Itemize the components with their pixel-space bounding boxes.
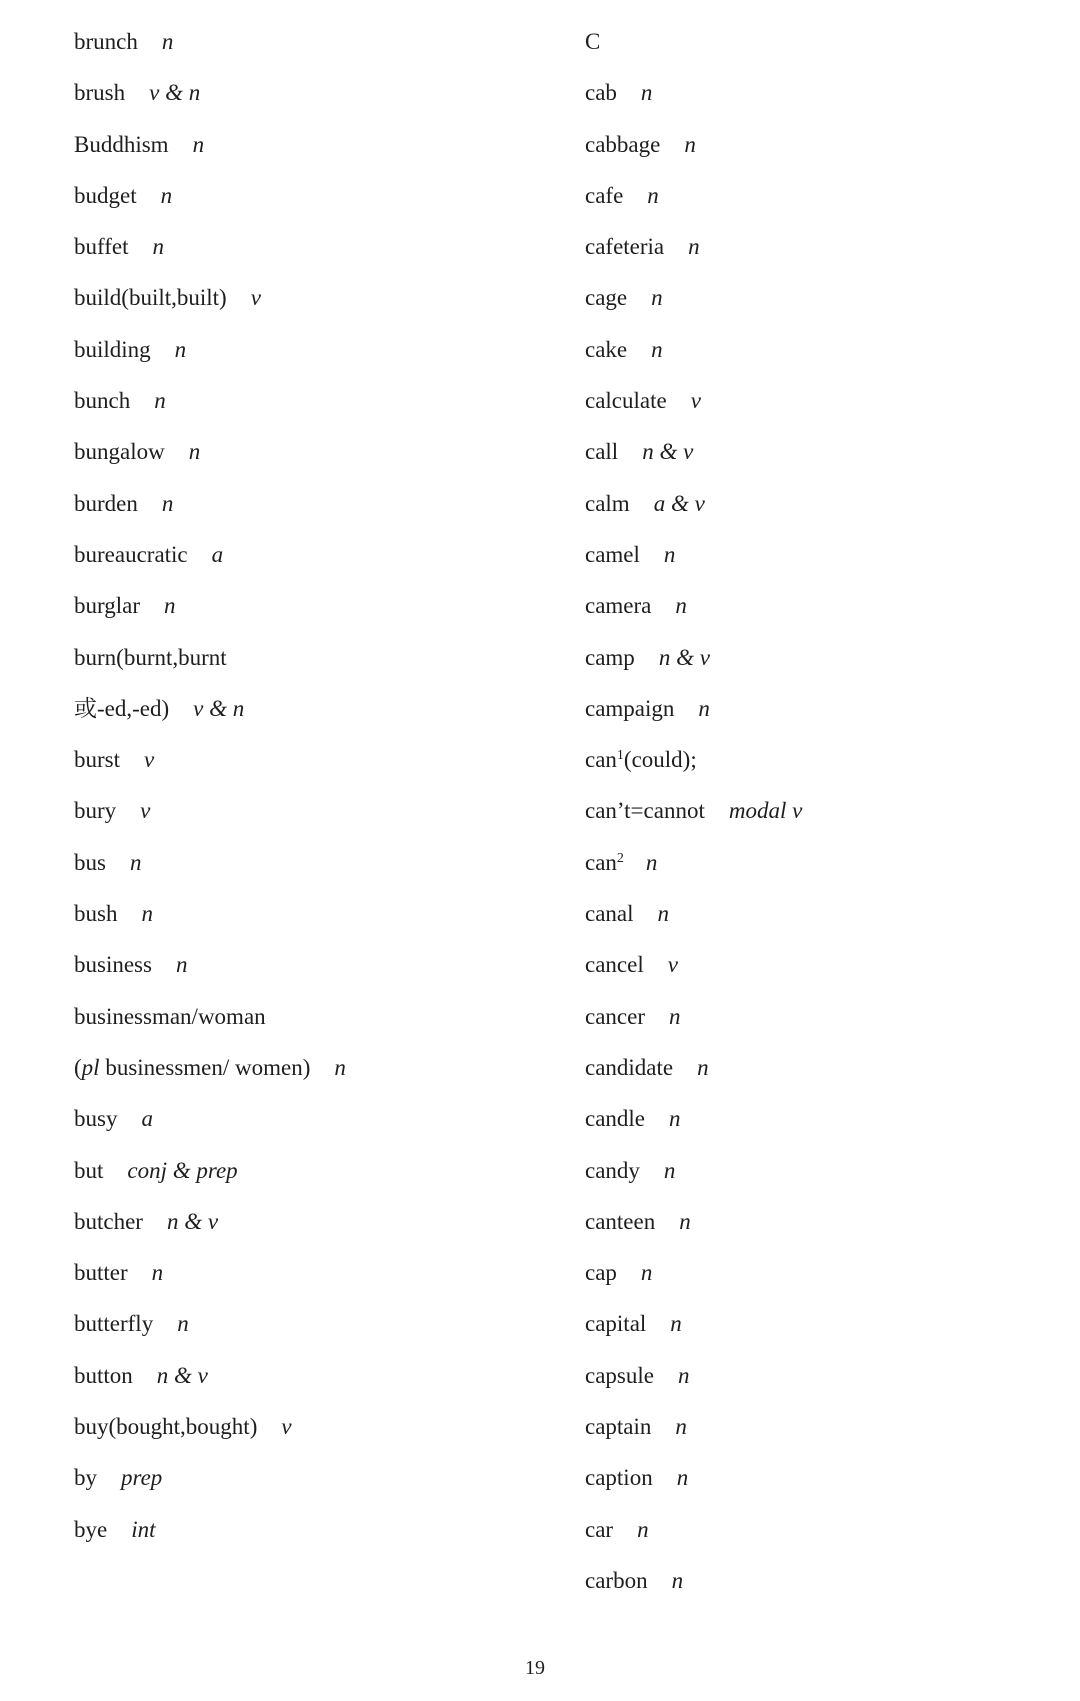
list-item (585, 1151, 1055, 1202)
entry-word: cage (585, 285, 628, 311)
part-of-speech: n (154, 388, 166, 414)
part-of-speech: n (188, 439, 201, 465)
part-of-speech: n (151, 1260, 164, 1286)
right-word-column (585, 22, 1055, 1612)
part-of-speech: n & v (642, 439, 694, 465)
list-item (74, 894, 554, 945)
part-of-speech: n (679, 1208, 691, 1234)
list-item (74, 1458, 554, 1509)
list-item (74, 535, 554, 586)
list-item (74, 22, 554, 73)
list-item (74, 638, 554, 689)
part-of-speech: n (129, 849, 142, 875)
entry-word: budget (74, 182, 137, 208)
entry-word: buffet (74, 234, 129, 260)
part-of-speech: n (669, 1106, 681, 1132)
entry-word: calculate (585, 388, 667, 414)
list-item (74, 997, 554, 1048)
entry-word: calm (585, 490, 630, 516)
list-item (585, 381, 1055, 432)
entry-suffix: (could); (623, 747, 697, 773)
plural-abbrev: pl (81, 1054, 100, 1080)
part-of-speech: v (281, 1414, 292, 1440)
part-of-speech: n & v (166, 1208, 219, 1234)
part-of-speech: v (690, 388, 701, 414)
list-item (585, 535, 1055, 586)
list-item (585, 278, 1055, 329)
list-item (74, 176, 554, 227)
list-item (585, 791, 1055, 842)
part-of-speech: v (144, 747, 155, 773)
entry-word: butcher (74, 1208, 143, 1234)
part-of-speech: n (177, 1311, 189, 1337)
entry-word: bureaucratic (74, 541, 188, 567)
part-of-speech: a (211, 541, 224, 567)
entry-word: can’t=cannot (585, 798, 705, 824)
entry-word: burst (74, 747, 120, 773)
list-item (74, 484, 554, 535)
part-of-speech: n (334, 1054, 346, 1080)
part-of-speech: n (677, 1362, 690, 1388)
entry-word: butterfly (74, 1311, 154, 1337)
part-of-speech: a (141, 1106, 153, 1132)
entry-word: burden (74, 490, 138, 516)
part-of-speech: n (697, 1054, 709, 1080)
part-of-speech: n (663, 1157, 676, 1183)
list-item (74, 791, 554, 842)
entry-word: businessman/woman (74, 1003, 266, 1029)
list-item (74, 1356, 554, 1407)
entry-word: camel (585, 541, 640, 567)
list-item (585, 22, 1055, 73)
part-of-speech: conj & prep (127, 1157, 238, 1183)
entry-word: car (585, 1516, 614, 1542)
part-of-speech: v & n (149, 80, 201, 106)
list-item (74, 945, 554, 996)
entry-word: call (585, 439, 619, 465)
entry-word: burglar (74, 593, 141, 619)
part-of-speech: v (140, 798, 151, 824)
entry-word: bungalow (74, 439, 165, 465)
part-of-speech: int (131, 1516, 156, 1542)
list-item (585, 176, 1055, 227)
entry-word: campaign (585, 695, 675, 721)
part-of-speech: n (141, 901, 153, 927)
entry-word: build(built,built) (74, 285, 227, 311)
list-item (585, 1048, 1055, 1099)
entry-word: can (585, 747, 617, 773)
entry-word: cancer (585, 1003, 645, 1029)
list-item (74, 73, 554, 124)
part-of-speech: n (192, 131, 205, 157)
entry-word: canal (585, 901, 634, 927)
part-of-speech: n & v (658, 644, 710, 670)
part-of-speech: n (688, 234, 700, 260)
page-number: 19 (525, 1657, 545, 1679)
entry-prefix: ( (74, 1054, 82, 1080)
list-item (74, 843, 554, 894)
entry-word: by (74, 1465, 97, 1491)
entry-word: cap (585, 1260, 617, 1286)
part-of-speech: n (684, 131, 696, 157)
part-of-speech: v & n (193, 695, 245, 721)
list-item (585, 73, 1055, 124)
entry-word: burn(burnt,burnt (74, 644, 227, 670)
entry-word: butter (74, 1260, 128, 1286)
entry-word: camp (585, 644, 635, 670)
entry-word: brush (74, 80, 126, 106)
entry-word: can (585, 849, 617, 875)
list-item (585, 125, 1055, 176)
part-of-speech: n (669, 1003, 681, 1029)
entry-word: caption (585, 1465, 653, 1491)
list-item (74, 330, 554, 381)
entry-word: captain (585, 1414, 652, 1440)
entry-word: candle (585, 1106, 646, 1132)
part-of-speech: n (676, 1465, 689, 1491)
entry-word: cafeteria (585, 234, 665, 260)
part-of-speech: v (667, 952, 678, 978)
part-of-speech: n (637, 1516, 649, 1542)
entry-word: buy(bought,bought) (74, 1414, 258, 1440)
list-item (585, 484, 1055, 535)
list-item (585, 1099, 1055, 1150)
list-item (585, 997, 1055, 1048)
list-item (74, 1202, 554, 1253)
entry-word: carbon (585, 1567, 648, 1593)
list-item (585, 740, 1055, 791)
entry-word: button (74, 1362, 133, 1388)
entry-word: business (74, 952, 152, 978)
part-of-speech: n (152, 234, 165, 260)
list-item (585, 945, 1055, 996)
list-item (74, 381, 554, 432)
entry-word: candy (585, 1157, 640, 1183)
part-of-speech: n (161, 490, 174, 516)
list-item (74, 432, 554, 483)
list-item (585, 843, 1055, 894)
entry-word: but (74, 1157, 104, 1183)
entry-word: brunch (74, 29, 138, 54)
part-of-speech: n (651, 285, 663, 311)
entry-word: 或-ed,-ed) (74, 695, 170, 721)
list-item (585, 1510, 1055, 1561)
list-item (74, 1407, 554, 1458)
part-of-speech: prep (121, 1465, 163, 1491)
entry-word: capsule (585, 1362, 654, 1388)
list-item (585, 1253, 1055, 1304)
section-letter: C (585, 29, 601, 54)
part-of-speech: modal v (728, 798, 803, 824)
list-item (74, 1253, 554, 1304)
list-item (585, 1458, 1055, 1509)
entry-word: bye (74, 1516, 108, 1542)
part-of-speech: n (647, 182, 659, 208)
list-item (585, 638, 1055, 689)
entry-word: building (74, 336, 151, 362)
left-word-column (74, 22, 554, 1561)
list-item (585, 1202, 1055, 1253)
list-item (585, 586, 1055, 637)
entry-word: cafe (585, 182, 624, 208)
part-of-speech: n (663, 541, 676, 567)
superscript: 1 (616, 748, 624, 764)
part-of-speech: n (651, 336, 663, 362)
list-item (74, 586, 554, 637)
entry-word: busy (74, 1106, 118, 1132)
entry-word: bus (74, 849, 106, 875)
list-item (74, 227, 554, 278)
part-of-speech: n (640, 80, 653, 106)
list-item (585, 689, 1055, 740)
list-item (74, 1048, 554, 1099)
list-item (74, 1510, 554, 1561)
entry-word: candidate (585, 1054, 674, 1080)
part-of-speech: n (160, 182, 173, 208)
part-of-speech: n (175, 952, 188, 978)
part-of-speech: n (698, 695, 710, 721)
part-of-speech: n (671, 1567, 684, 1593)
list-item (585, 1561, 1055, 1612)
entry-word: businessmen/ women) (99, 1054, 311, 1080)
entry-word: cake (585, 336, 628, 362)
part-of-speech: n (675, 593, 687, 619)
list-item (74, 1151, 554, 1202)
entry-word: canteen (585, 1208, 656, 1234)
list-item (585, 330, 1055, 381)
list-item (74, 740, 554, 791)
entry-word: bury (74, 798, 117, 824)
list-item (585, 1356, 1055, 1407)
part-of-speech: n (640, 1260, 653, 1286)
list-item (74, 1304, 554, 1355)
list-item (74, 125, 554, 176)
part-of-speech: n (161, 29, 174, 54)
entry-word: Buddhism (74, 131, 169, 157)
list-item (74, 278, 554, 329)
entry-word: cab (585, 80, 617, 106)
list-item (585, 227, 1055, 278)
entry-word: bunch (74, 388, 131, 414)
list-item (585, 1304, 1055, 1355)
entry-word: cancel (585, 952, 644, 978)
entry-word: cabbage (585, 131, 661, 157)
part-of-speech: a & v (653, 490, 705, 516)
list-item (585, 1407, 1055, 1458)
list-item (585, 432, 1055, 483)
entry-word: capital (585, 1311, 647, 1337)
superscript: 2 (616, 850, 624, 866)
part-of-speech: n (174, 336, 187, 362)
part-of-speech: n & v (156, 1362, 208, 1388)
list-item (74, 1099, 554, 1150)
part-of-speech: n (164, 593, 176, 619)
part-of-speech: n (670, 1311, 682, 1337)
entry-word: bush (74, 901, 118, 927)
part-of-speech: v (250, 285, 261, 311)
part-of-speech: n (657, 901, 670, 927)
entry-word: camera (585, 593, 652, 619)
list-item (74, 689, 554, 740)
part-of-speech: n (675, 1414, 687, 1440)
list-item (585, 894, 1055, 945)
part-of-speech: n (645, 849, 658, 875)
